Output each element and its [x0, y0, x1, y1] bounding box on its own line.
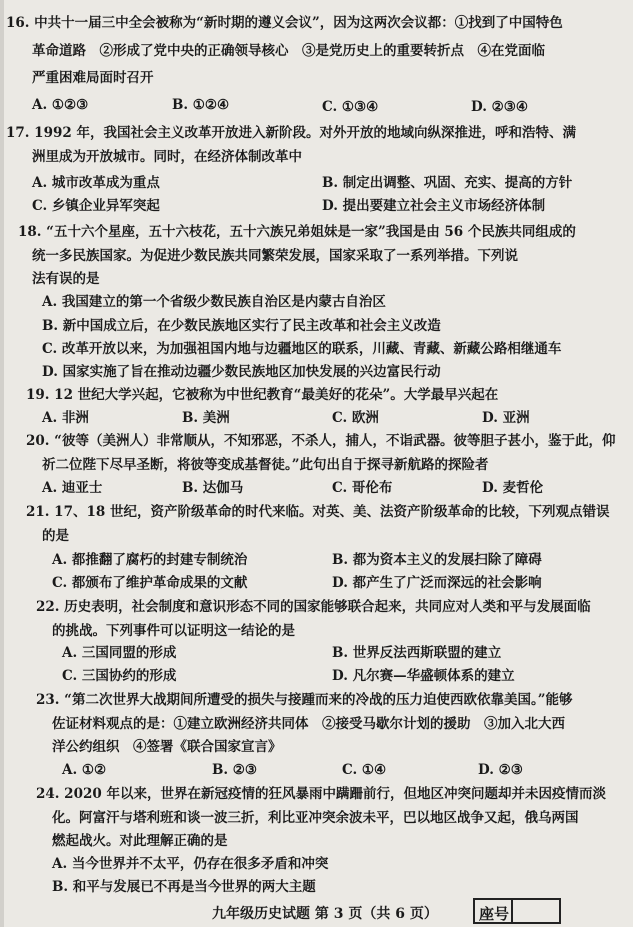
q17-option-b: B. 制定出调整、巩固、充实、提高的方针: [322, 175, 573, 191]
page-fold-shadow: [0, 0, 4, 927]
q19-option-c: C. 欧洲: [332, 410, 379, 426]
q23-option-a: A. ①②: [62, 762, 107, 778]
q23-option-d: D. ②③: [478, 762, 523, 778]
q17-line-1: 17. 1992 年，我国社会主义改革开放进入新阶段。对外开放的地域向纵深推进，呼和浩特、满: [6, 125, 576, 141]
q16-line-3: 严重困难局面时召开: [32, 70, 154, 86]
q19-line-1: 19. 12 世纪大学兴起，它被称为中世纪教育“最美好的花朵”。大学最早兴起在: [26, 387, 499, 403]
q21-option-d: D. 都产生了广泛而深远的社会影响: [332, 575, 542, 591]
q20-line-1: 20. “彼等（美洲人）非常顺从，不知邪恶，不杀人，捕人，不诣武器。彼等胆子甚小，鉴于此，仰: [26, 433, 616, 449]
q21-option-c: C. 都颁布了维护革命成果的文献: [52, 575, 248, 591]
q19-option-b: B. 美洲: [182, 410, 230, 426]
q16-option-a: A. ①②③: [32, 97, 89, 113]
seat-number-box: [473, 898, 561, 924]
q20-option-d: D. 麦哲伦: [482, 480, 544, 496]
q22-option-c: C. 三国协约的形成: [62, 668, 177, 684]
q17-option-a: A. 城市改革成为重点: [32, 175, 160, 191]
q18-option-c: C. 改革开放以来，为加强祖国内地与边疆地区的联系，川藏、青藏、新藏公路相继通车: [42, 341, 562, 357]
q24-option-a: A. 当今世界并不太平，仍存在很多矛盾和冲突: [52, 856, 329, 872]
q22-option-d: D. 凡尔赛—华盛顿体系的建立: [332, 668, 515, 684]
q21-option-a: A. 都推翻了腐朽的封建专制统治: [52, 552, 248, 568]
q21-line-1: 21. 17、18 世纪，资产阶级革命的时代来临。对英、美、法资产阶级革命的比较，下列观点错误: [26, 504, 610, 520]
q17-line-2: 洲里成为开放城市。同时，在经济体制改革中: [32, 149, 302, 165]
q20-line-2: 祈二位陛下尽早圣断，将彼等变成基督徒。”此句出自于探寻新航路的探险者: [42, 457, 489, 473]
q18-option-a: A. 我国建立的第一个省级少数民族自治区是内蒙古自治区: [42, 294, 386, 310]
q16-option-b: B. ①②④: [172, 97, 230, 113]
q16-option-c: C. ①③④: [322, 99, 379, 115]
q18-option-d: D. 国家实施了旨在推动边疆少数民族地区加快发展的兴边富民行动: [42, 364, 441, 380]
q19-option-a: A. 非洲: [42, 410, 89, 426]
q23-line-2: 佐证材料观点的是：①建立欧洲经济共同体 ②接受马歇尔计划的援助 ③加入北大西: [52, 716, 565, 732]
page-footer-title: 九年级历史试题 第 3 页（共 6 页）: [212, 906, 438, 922]
q20-option-b: B. 达伽马: [182, 480, 244, 496]
q21-line-2: 的是: [42, 528, 69, 544]
q18-line-3: 法有误的是: [32, 271, 100, 287]
q19-option-d: D. 亚洲: [482, 410, 530, 426]
q22-option-b: B. 世界反法西斯联盟的建立: [332, 645, 502, 661]
q24-option-b: B. 和平与发展已不再是当今世界的两大主题: [52, 879, 316, 895]
q20-option-a: A. 迪亚士: [42, 480, 103, 496]
q22-option-a: A. 三国同盟的形成: [62, 645, 177, 661]
q16-line-1: 16. 中共十一届三中全会被称为“新时期的遵义会议”，因为这两次会议都：①找到了中国特色: [6, 15, 563, 31]
q20-option-c: C. 哥伦布: [332, 480, 393, 496]
q23-option-b: B. ②③: [212, 762, 258, 778]
q16-line-2: 革命道路 ②形成了党中央的正确领导核心 ③是党历史上的重要转折点 ④在党面临: [32, 43, 545, 59]
q21-option-b: B. 都为资本主义的发展扫除了障碍: [332, 552, 542, 568]
q17-option-c: C. 乡镇企业异军突起: [32, 198, 160, 214]
seat-box-divider: [511, 900, 513, 922]
q17-option-d: D. 提出要建立社会主义市场经济体制: [322, 198, 546, 214]
q23-line-3: 洋公约组织 ④签署《联合国家宣言》: [52, 739, 282, 755]
q18-line-2: 统一多民族国家。为促进少数民族共同繁荣发展，国家采取了一系列举措。下列说: [32, 248, 518, 264]
seat-number-label: 座号: [479, 905, 510, 923]
q24-line-2: 化。阿富汗与塔利班和谈一波三折，利比亚冲突余波未平，巴以地区战争又起，俄乌两国: [52, 810, 579, 826]
q18-line-1: 18. “五十六个星座，五十六枝花，五十六族兄弟姐妹是一家”我国是由 56 个民族共同组成的: [18, 224, 576, 240]
q23-line-1: 23. “第二次世界大战期间所遭受的损失与接踵而来的冷战的压力迫使西欧依靠美国。”能够: [36, 692, 573, 708]
q22-line-1: 22. 历史表明，社会制度和意识形态不同的国家能够联合起来，共同应对人类和平与发展面临: [36, 599, 591, 615]
q24-line-3: 燃起战火。对此理解正确的是: [52, 833, 228, 849]
q23-option-c: C. ①④: [342, 762, 387, 778]
q18-option-b: B. 新中国成立后，在少数民族地区实行了民主改革和社会主义改造: [42, 318, 441, 334]
q22-line-2: 的挑战。下列事件可以证明这一结论的是: [52, 623, 295, 639]
q24-line-1: 24. 2020 年以来，世界在新冠疫情的狂风暴雨中蹒跚前行，但地区冲突问题却并未因疫情而淡: [36, 786, 606, 802]
q16-option-d: D. ②③④: [471, 99, 528, 115]
